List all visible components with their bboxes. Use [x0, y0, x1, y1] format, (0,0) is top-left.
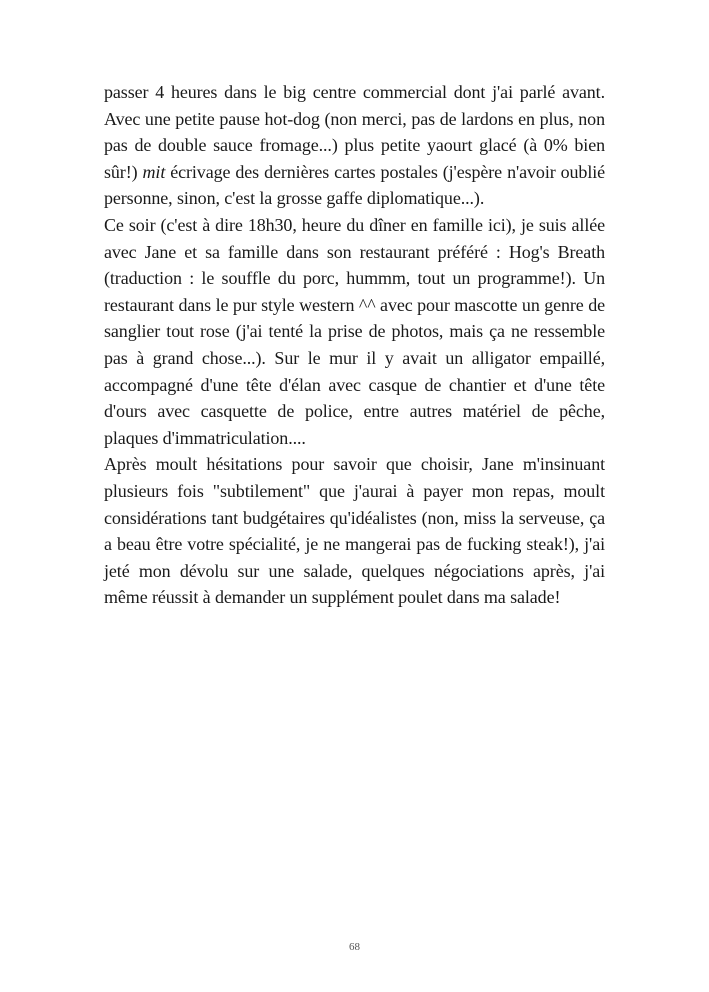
paragraph-1	[104, 79, 605, 212]
italic-word-mit: mit	[142, 161, 166, 182]
page-number: 68	[349, 941, 360, 953]
paragraph-1-text-end: écrivage des dernières cartes postales (j'espère n'avoir oublié personne, sinon, c'est la grosse gaffe diplomatique...).	[104, 161, 606, 209]
body-text	[104, 79, 605, 611]
paragraph-3: Après moult hésitations pour savoir que choisir, Jane m'insinuant plusieurs fois "subtilement" que j'aurai à payer mon repas, moult considérations tant budgétaires qu'idéalistes (non, miss la serveuse, ça a beau être votre spécialité, je ne mangerai pas de fucking steak!), j'ai jeté mon dévolu sur une salade, quelques négociations après, j'ai même réussit à demander un supplément poulet dans ma salade!	[104, 454, 605, 608]
paragraph-1-text-start: passer 4 heures dans le big centre commercial dont j'ai parlé avant. Avec une petite pause hot-dog (non merci, pas de lardons en plus, non pas de double sauce fromage...) plus petite yaourt glacé (à 0% bien sûr!)	[104, 82, 605, 182]
paragraph-2: Ce soir (c'est à dire 18h30, heure du dîner en famille ici), je suis allée avec Jane et sa famille dans son restaurant préféré : Hog's Breath (traduction : le souffle du porc, hummm, tout un programme!). Un restaurant dans le pur style western ^^ avec pour mascotte un genre de sanglier tout rose (j'ai tenté la prise de photos, mais ça ne ressemble pas à grand chose...). Sur le mur il y avait un alligator empaillé, accompagné d'une tête d'élan avec casque de chantier et d'une tête d'ours avec casquette de police, entre autres matériel de pêche, plaques d'immatriculation....	[104, 214, 605, 448]
